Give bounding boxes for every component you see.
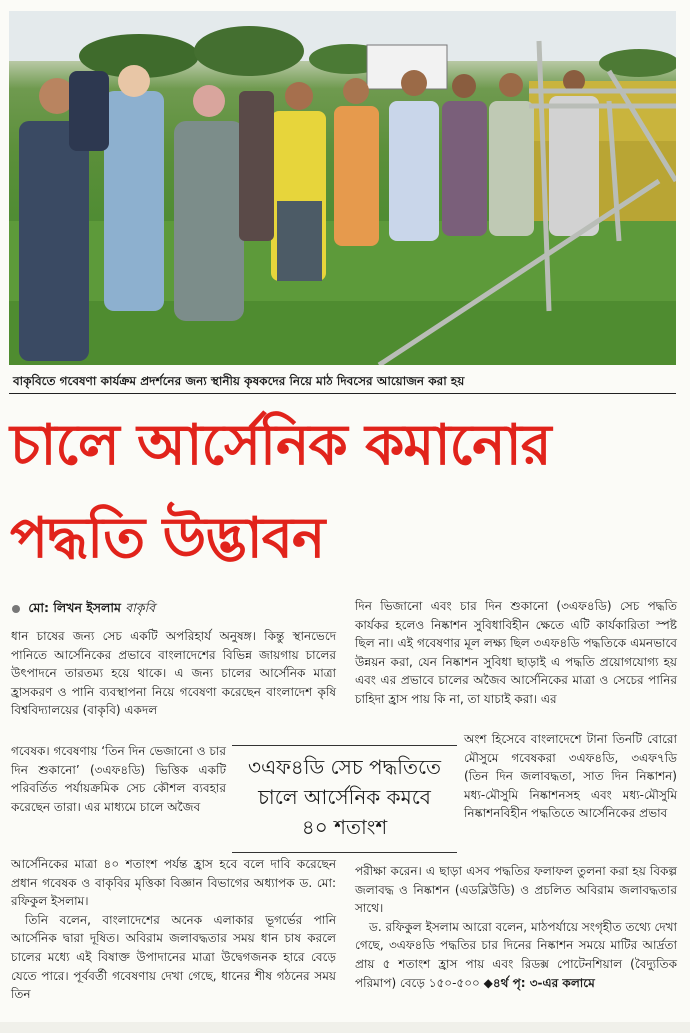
body-column-1-narrow [11,742,226,816]
byline-location: বাকৃবি [125,600,156,615]
pull-quote-line-1: ৩এফ৪ডি সেচ পদ্ধতিতে [247,755,442,779]
news-photo [9,11,676,365]
photo-caption: বাকৃবিতে গবেষণা কার্যক্রম প্রদর্শনের জন্য স্থানীয় কৃষকদের নিয়ে মাঠ দিবসের আয়োজন করা হয় [9,368,676,394]
continued-jump-label: ◆৪র্থ পৃ: ৩-এর কলামে [483,975,595,990]
paragraph: আর্সেনিকের মাত্রা ৪০ শতাংশ পর্যন্ত হ্রাস হবে বলে দাবি করেছেন প্রধান গবেষক ও বাকৃবির মৃত্তিকা বিজ্ঞান বিভাগের অধ্যাপক ড. মো: রফিকুল ইসলাম। [11,857,336,909]
paragraph: অংশ হিসেবে বাংলাদেশে টানা তিনটি বোরো মৌসুমে গবেষকরা ৩এফ৪ডি, ৩এফ৭ডি (তিন দিন জলাবদ্ধতা, সাত দিন নিষ্কাশন) মধ্য-মৌসুমি নিষ্কাশনসহ এবং মধ্য-মৌসুমি নিষ্কাশনবিহীন পদ্ধতিতে আর্সেনিকের প্রভাব [464,732,677,821]
body-column-1-top [11,627,336,720]
paragraph [355,918,677,992]
paragraph: পরীক্ষা করেন। এ ছাড়া এসব পদ্ধতির ফলাফল তুলনা করা হয় বিকল্প জলাবদ্ধ ও নিষ্কাশন (এডব্লিউডি) ও প্রচলিত অবিরাম জলাবদ্ধতার সাথে। [355,864,677,916]
bullet-icon [12,605,20,613]
pull-quote-line-2: চালে আর্সেনিক কমবে [258,785,431,809]
paragraph: ধান চাষের জন্য সেচ একটি অপরিহার্য অনুষঙ্গ। কিন্তু স্থানভেদে পানিতে আর্সেনিকের প্রভাবে বাংলাদেশের বিভিন্ন জায়গায় চালের উৎপাদনে তারতম্য হয়ে থাকে। এ জন্য চালের আর্সেনিক মাত্রা হ্রাসকরণ ও পানি ব্যবস্থাপনা নিয়ে গবেষণা করেছেন বাংলাদেশ কৃষি বিশ্ববিদ্যালয়ের (বাকৃবি) একদল [11,629,336,718]
pull-quote-line-3: ৪০ শতাংশ [301,815,388,839]
paragraph: গবেষক। গবেষণায় ‘তিন দিন ভেজানো ও চার দিন শুকানো’ (৩এফ৪ডি) ভিত্তিক একটি পরিবর্তিত পর্যায়ক্রমিক সেচ কৌশল ব্যবহার করেছেন তারা। এর মাধ্যমে চালে অজৈব [11,744,226,814]
byline [12,600,155,620]
headline-line-2: পদ্ধতি উদ্ভাবন [10,506,325,571]
field-day-photo-icon [9,11,676,365]
body-column-2-top [355,597,677,709]
body-column-1-bottom [11,855,336,1004]
paragraph-text: ড. রফিকুল ইসলাম আরো বলেন, মাঠপর্যায়ে সংগৃহীত তথ্যে দেখা গেছে, ৩এফ৪ডি পদ্ধতির চার দিনের নিষ্কাশন সময়ে মাটির আর্দ্রতা প্রায় ৫ শতাংশ হ্রাস পায় এবং রিডক্স পোটেনশিয়াল (বৈদ্যুতিক পরিমাপ) বেড়ে ১৫০-৫০০ [355,919,677,990]
paragraph: তিনি বলেন, বাংলাদেশের অনেক এলাকার ভূগর্ভের পানি আর্সেনিক দ্বারা দূষিত। অবিরাম জলাবদ্ধতার সময় ধান চাষ করলে চালের মধ্যে এই বিষাক্ত উপাদানের মাত্রা উদ্বেগজনক হারে বেড়ে যেতে পারে। পূর্ববর্তী গবেষণায় দেখা গেছে, ধানের শীষ গঠনের সময় তিন [11,912,336,1002]
pull-quote [232,745,457,853]
page-footer-strip [0,1022,690,1033]
body-column-2-bottom [355,862,677,992]
body-column-2-narrow [464,730,677,823]
paragraph: দিন ভিজানো এবং চার দিন শুকানো (৩এফ৪ডি) সেচ পদ্ধতি কার্যকর হলেও নিষ্কাশন সুবিধাবিহীন ক্ষেতে এটি কার্যকারিতা স্পষ্ট ছিল না। এই গবেষণার মূল লক্ষ্য ছিল ৩এফ৪ডি পদ্ধতিকে এমনভাবে উন্নয়ন করা, যেন নিষ্কাশন সুবিধা ছাড়াই এ পদ্ধতি প্রয়োগযোগ্য হয় এবং এর প্রভাবে চালের অজৈব আর্সেনিকের মাত্রা ও সেচের পানির চাহিদা হ্রাস পায় কি না, তা যাচাই করা। এর [355,599,677,706]
headline-line-1: চালে আর্সেনিক কমানোর [10,413,551,478]
byline-author: মো: লিখন ইসলাম [28,600,121,615]
